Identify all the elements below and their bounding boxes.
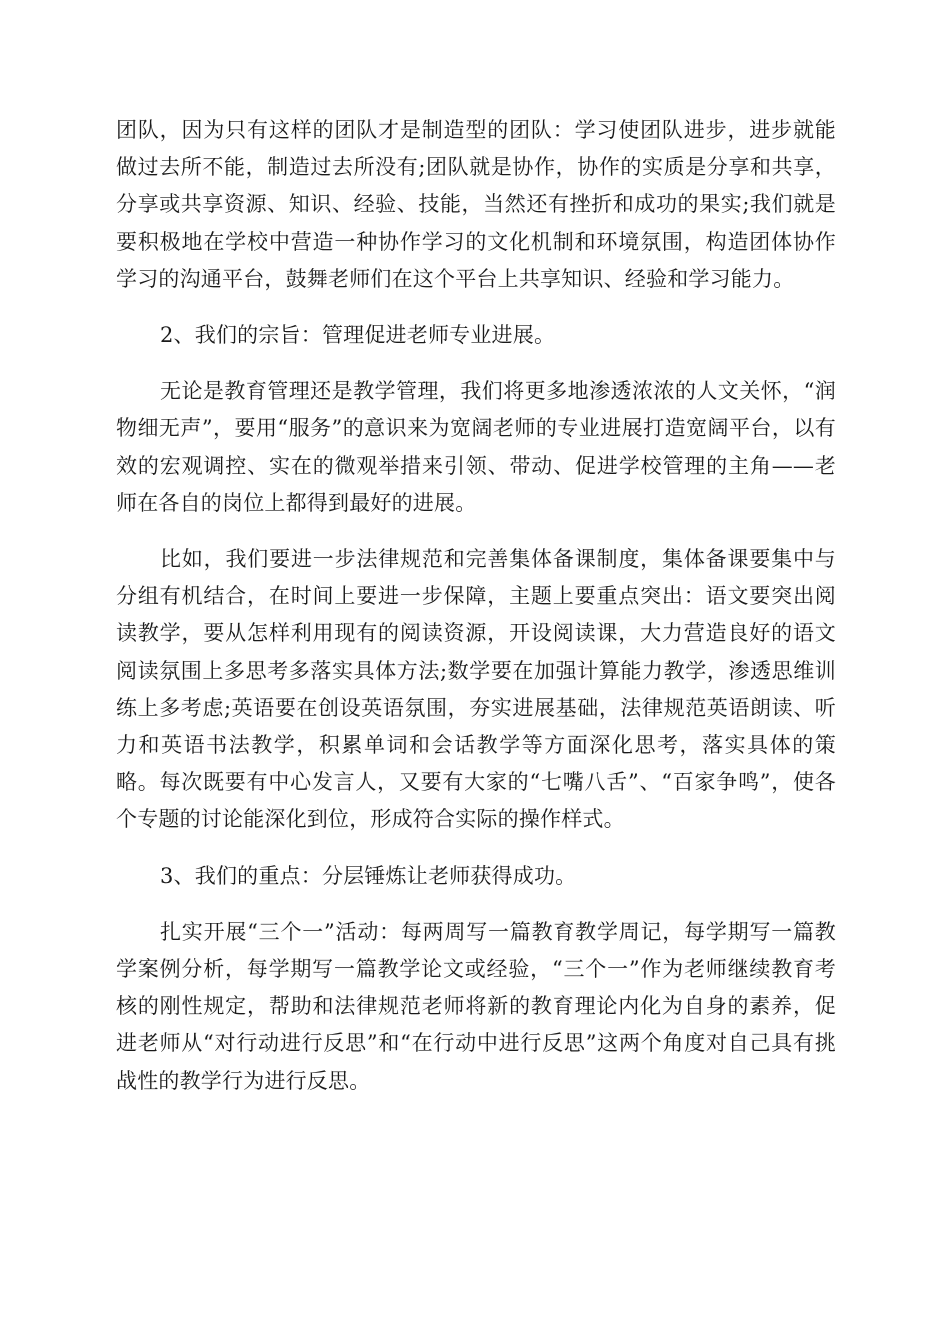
body-paragraph-continued: 团队，因为只有这样的团队才是制造型的团队：学习使团队进步，进步就能做过去所不能，制造过去所没有;团队就是协作，协作的实质是分享和共享，分享或共享资源、知识、经验、技能，当然还有挫折和成功的果实;我们就是要积极地在学校中营造一种协作学习的文化机制和环境氛围，构造团体协作学习的沟通平台，鼓舞老师们在这个平台上共享知识、经验和学习能力。	[116, 118, 836, 291]
body-paragraph: 无论是教育管理还是教学管理，我们将更多地渗透浓浓的人文关怀，“润物细无声”，要用“服务”的意识来为宽阔老师的专业进展打造宽阔平台，以有效的宏观调控、实在的微观举措来引领、带动、促进学校管理的主角——老师在各自的岗位上都得到最好的进展。	[116, 379, 836, 515]
section-heading-focus: 3、我们的重点：分层锤炼让老师获得成功。	[160, 863, 577, 888]
body-paragraph: 比如，我们要进一步法律规范和完善集体备课制度，集体备课要集中与分组有机结合，在时间上要进一步保障，主题上要重点突出：语文要突出阅读教学，要从怎样利用现有的阅读资源，开设阅读课，大力营造良好的语文阅读氛围上多思考多落实具体方法;数学要在加强计算能力教学，渗透思维训练上多考虑;英语要在创设英语氛围，夯实进展基础，法律规范英语朗读、听力和英语书法教学，积累单词和会话教学等方面深化思考，落实具体的策略。每次既要有中心发言人，又要有大家的“七嘴八舌”、“百家争鸣”，使各个专题的讨论能深化到位，形成符合实际的操作样式。	[116, 547, 836, 832]
body-paragraph: 扎实开展“三个一”活动：每两周写一篇教育教学周记，每学期写一篇教学案例分析，每学期写一篇教学论文或经验，“三个一”作为老师继续教育考核的刚性规定，帮助和法律规范老师将新的教育理论内化为自身的素养，促进老师从“对行动进行反思”和“在行动中进行反思”这两个角度对自己具有挑战性的教学行为进行反思。	[116, 919, 836, 1093]
section-heading-purpose: 2、我们的宗旨：管理促进老师专业进展。	[160, 323, 556, 348]
document-page	[116, 112, 836, 1100]
